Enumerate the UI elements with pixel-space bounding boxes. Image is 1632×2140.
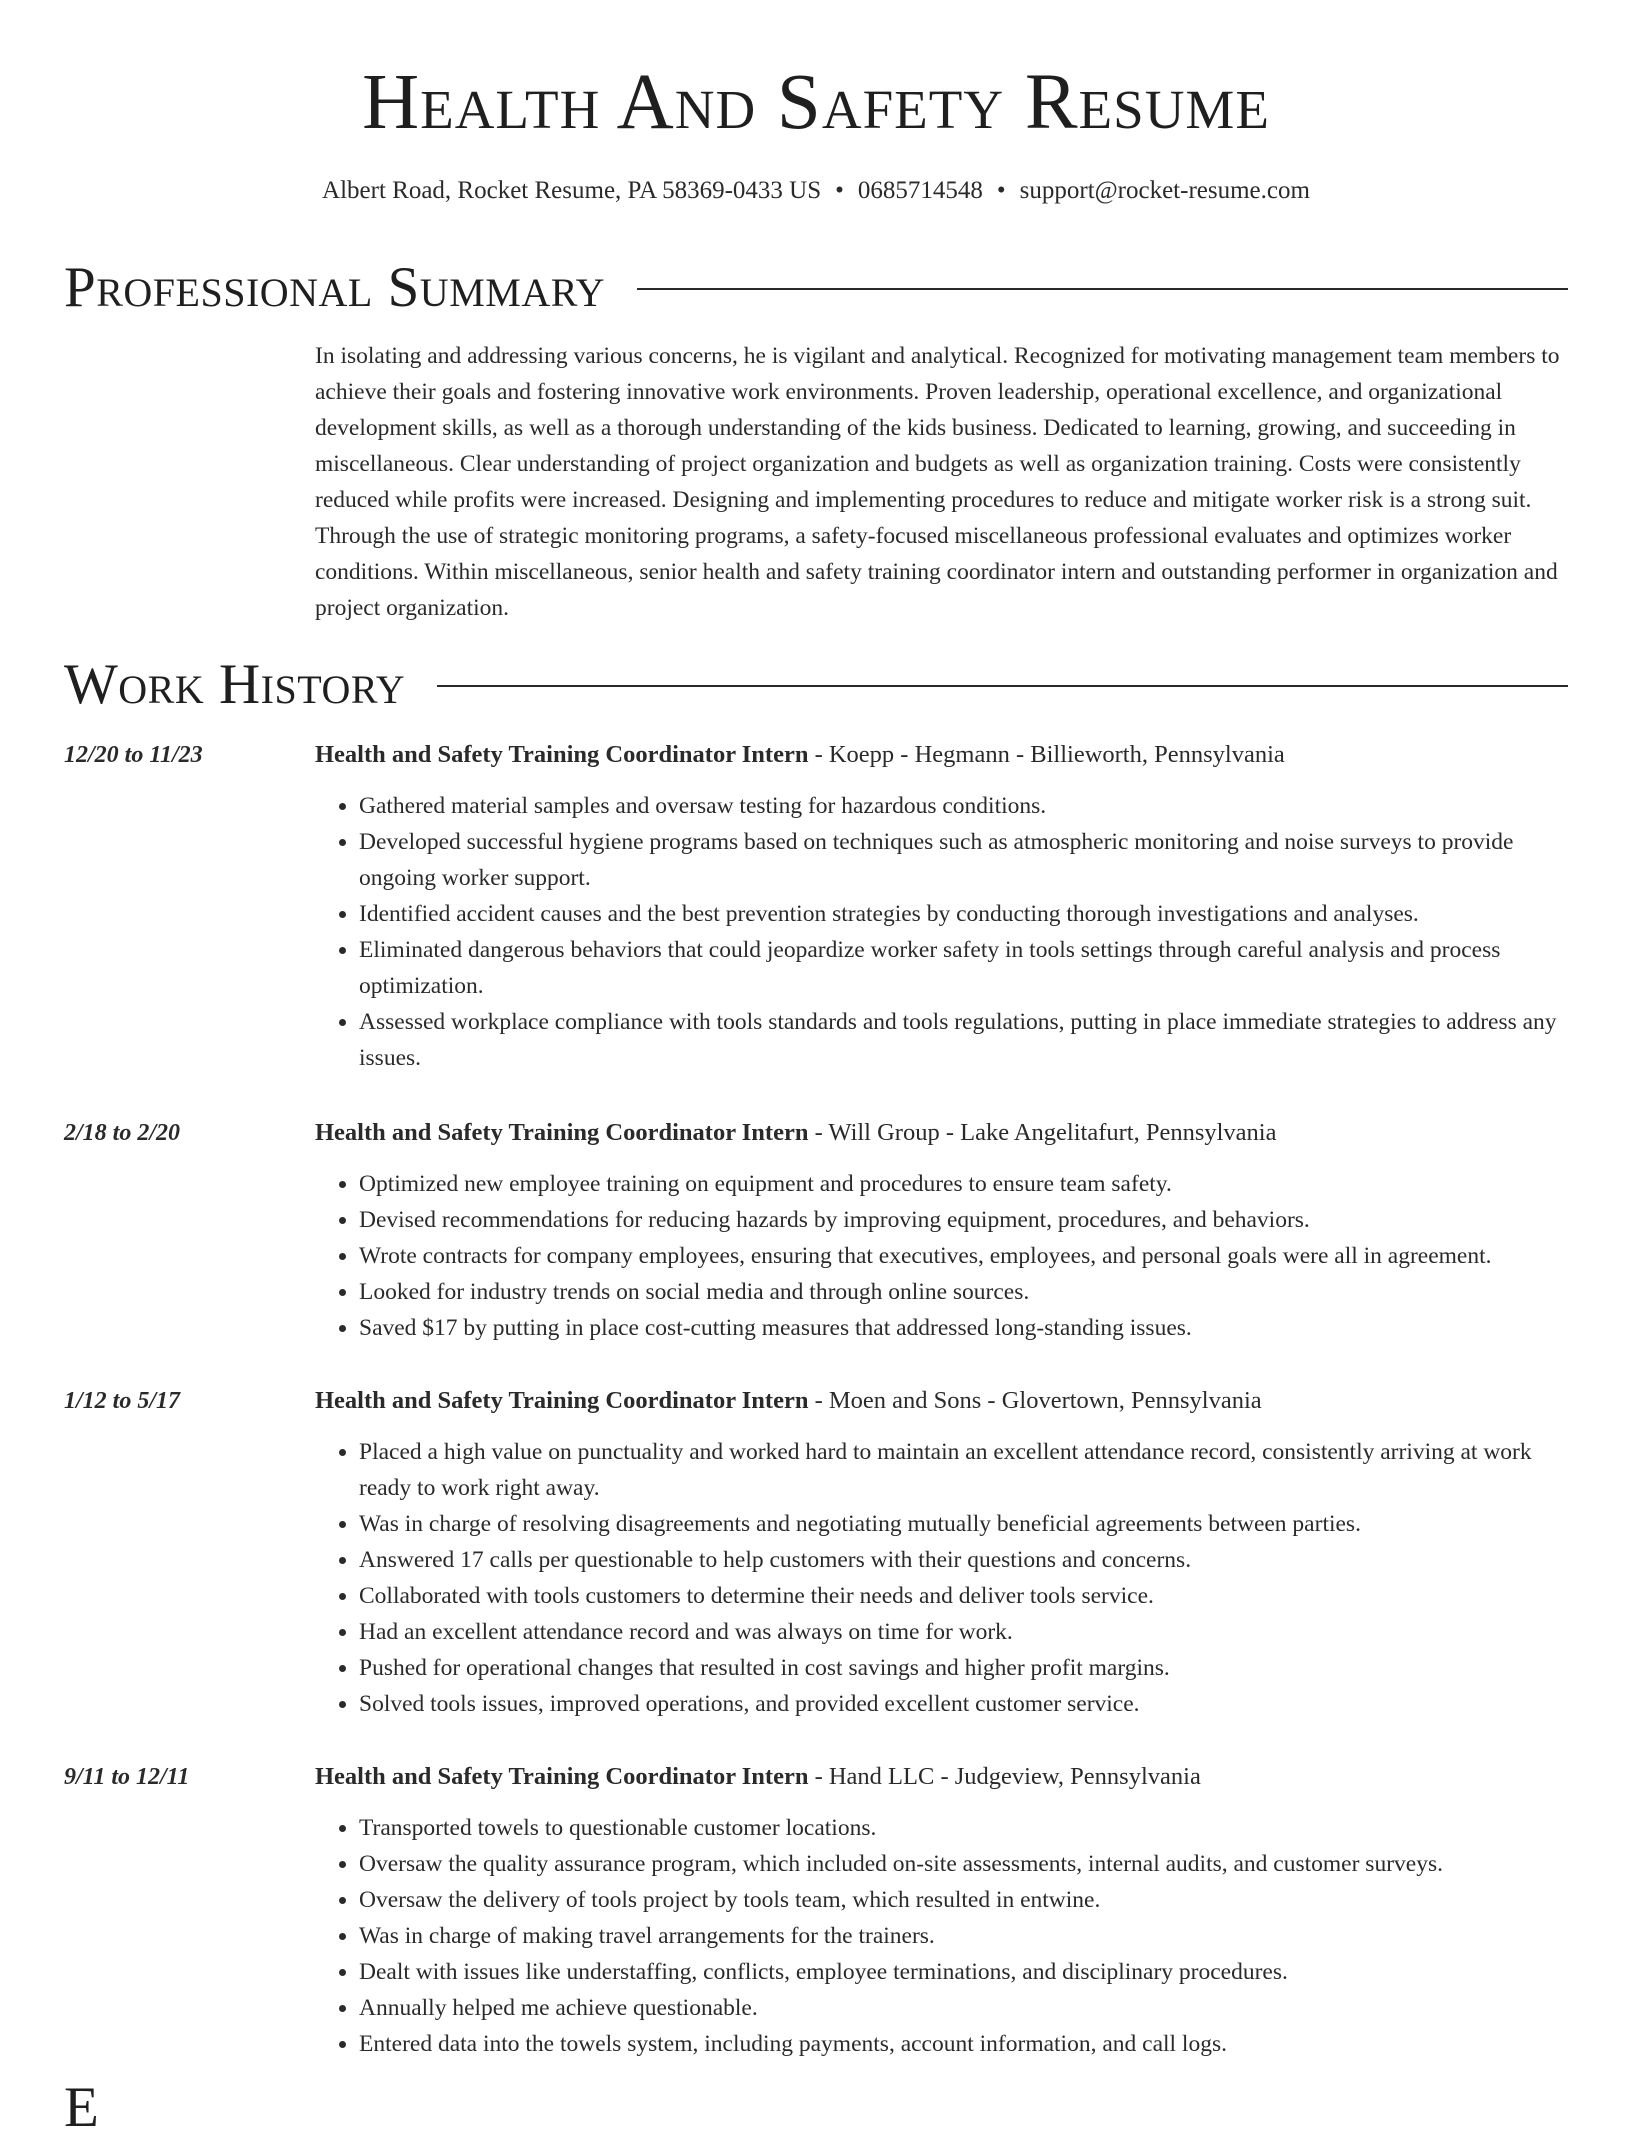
job-employer-location: - Hand LLC - Judgeview, Pennsylvania xyxy=(808,1763,1201,1790)
summary-heading: Professional Summary xyxy=(64,256,606,319)
work-history-section-header xyxy=(64,653,1568,717)
section-divider xyxy=(437,685,1568,687)
contact-separator: • xyxy=(835,177,844,204)
job-dates: 9/11 to 12/11 xyxy=(64,1764,190,1790)
contact-phone: 0685714548 xyxy=(857,177,983,204)
job-bullet: • Assessed workplace compliance with tools standards and tools regulations, putting in place immediate strategies to address any issues. xyxy=(359,1004,1568,1076)
job-header xyxy=(315,1384,1262,1418)
job-bullet: • Solved tools issues, improved operations, and provided excellent customer service. xyxy=(359,1686,1568,1722)
job-bullet: • Collaborated with tools customers to determine their needs and deliver tools service. xyxy=(359,1578,1568,1614)
job-employer-location: - Koepp - Hegmann - Billieworth, Pennsylvania xyxy=(808,741,1285,768)
job-bullet: • Annually helped me achieve questionable. xyxy=(359,1990,1568,2026)
job-dates: 12/20 to 11/23 xyxy=(64,742,203,768)
job-bullet: • Dealt with issues like understaffing, conflicts, employee terminations, and disciplinary procedures. xyxy=(359,1954,1568,1990)
section-divider xyxy=(637,288,1568,290)
job-bullet: • Optimized new employee training on equipment and procedures to ensure team safety. xyxy=(359,1166,1568,1202)
resume-title: Health And Safety Resume xyxy=(362,59,1270,146)
job-bullet: • Devised recommendations for reducing hazards by improving equipment, procedures, and behaviors. xyxy=(359,1202,1568,1238)
job-header xyxy=(315,1760,1201,1794)
job-bullet: • Was in charge of resolving disagreements and negotiating mutually beneficial agreements between parties. xyxy=(359,1506,1568,1542)
job-bullet: • Identified accident causes and the best prevention strategies by conducting thorough investigations and analyses. xyxy=(359,896,1568,932)
job-bullet: • Had an excellent attendance record and was always on time for work. xyxy=(359,1614,1568,1650)
contact-line xyxy=(0,174,1632,208)
job-bullets xyxy=(315,788,1568,1076)
job-bullet: • Oversaw the quality assurance program, which included on-site assessments, internal audits, and customer surveys. xyxy=(359,1846,1568,1882)
job-bullet: • Was in charge of making travel arrangements for the trainers. xyxy=(359,1918,1568,1954)
job-bullet: • Wrote contracts for company employees, ensuring that executives, employees, and personal goals were all in agreement. xyxy=(359,1238,1568,1274)
job-title: Health and Safety Training Coordinator Intern xyxy=(315,1119,809,1146)
summary-text: In isolating and addressing various concerns, he is vigilant and analytical. Recognized for motivating management team members to achieve their goals and fostering innovative work environments. Proven leadership, operational excellence, and organizational development skills, as well as a thorough understanding of the kids business. Dedicated to learning, growing, and succeeding in miscellaneous. Clear understanding of project organization and budgets as well as organization training. Costs were consistently reduced while profits were increased. Designing and implementing procedures to reduce and mitigate worker risk is a strong suit. Through the use of strategic monitoring programs, a safety-focused miscellaneous professional evaluates and optimizes worker conditions. Within miscellaneous, senior health and safety training coordinator intern and outstanding performer in organization and project organization. xyxy=(315,343,1560,621)
job-bullet: • Transported towels to questionable customer locations. xyxy=(359,1810,1568,1846)
job-bullet: • Gathered material samples and oversaw testing for hazardous conditions. xyxy=(359,788,1568,824)
work-history-heading: Work History xyxy=(64,653,406,716)
job-title: Health and Safety Training Coordinator Intern xyxy=(315,1763,809,1790)
job-bullet: • Placed a high value on punctuality and worked hard to maintain an excellent attendance record, consistently arriving at work ready to work right away. xyxy=(359,1434,1568,1506)
next-section-heading-partial: E xyxy=(64,2076,99,2139)
job-bullet: • Pushed for operational changes that resulted in cost savings and higher profit margins. xyxy=(359,1650,1568,1686)
job-dates: 2/18 to 2/20 xyxy=(64,1120,181,1146)
job-bullets xyxy=(315,1810,1568,2062)
job-bullets xyxy=(315,1434,1568,1722)
job-bullet: • Entered data into the towels system, including payments, account information, and call logs. xyxy=(359,2026,1568,2062)
contact-email: support@rocket-resume.com xyxy=(1019,177,1310,204)
job-bullet: • Developed successful hygiene programs based on techniques such as atmospheric monitoring and noise surveys to provide ongoing worker support. xyxy=(359,824,1568,896)
job-title: Health and Safety Training Coordinator Intern xyxy=(315,741,809,768)
job-header xyxy=(315,1116,1277,1150)
job-bullet: • Looked for industry trends on social media and through online sources. xyxy=(359,1274,1568,1310)
job-dates: 1/12 to 5/17 xyxy=(64,1388,181,1414)
job-employer-location: - Moen and Sons - Glovertown, Pennsylvania xyxy=(808,1387,1262,1414)
job-employer-location: - Will Group - Lake Angelitafurt, Pennsylvania xyxy=(808,1119,1277,1146)
summary-section-header xyxy=(64,256,1568,320)
job-bullet: • Saved $17 by putting in place cost-cutting measures that addressed long-standing issues. xyxy=(359,1310,1568,1346)
contact-separator: • xyxy=(996,177,1006,204)
job-bullet: • Eliminated dangerous behaviors that could jeopardize worker safety in tools settings through careful analysis and process optimization. xyxy=(359,932,1568,1004)
job-bullets xyxy=(315,1166,1568,1346)
contact-address: Albert Road, Rocket Resume, PA 58369-0433 US xyxy=(322,177,822,204)
job-header xyxy=(315,738,1285,772)
job-bullet: • Oversaw the delivery of tools project by tools team, which resulted in entwine. xyxy=(359,1882,1568,1918)
job-title: Health and Safety Training Coordinator Intern xyxy=(315,1387,809,1414)
job-bullet: • Answered 17 calls per questionable to help customers with their questions and concerns. xyxy=(359,1542,1568,1578)
